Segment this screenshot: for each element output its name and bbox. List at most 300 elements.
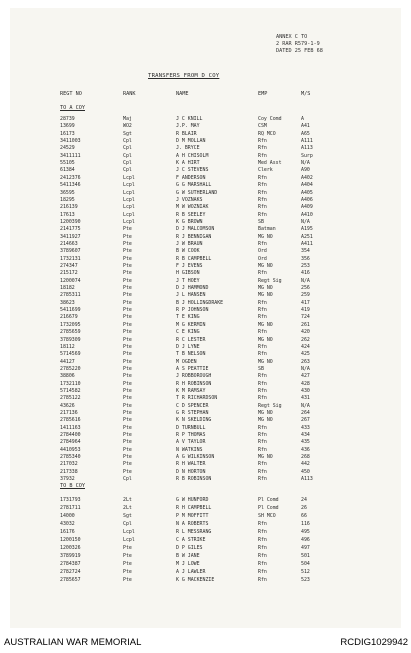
cell-name: R H CAMPBELL	[176, 504, 212, 511]
cell-emp: Rfn	[258, 576, 267, 583]
cell-ms: N/A	[301, 218, 310, 225]
cell-ms: 504	[301, 560, 310, 567]
table-row	[10, 366, 401, 373]
cell-ms: N/A	[301, 365, 310, 372]
table-row	[10, 545, 401, 552]
cell-ms: A113	[301, 145, 313, 152]
cell-ms: A402	[301, 174, 313, 181]
cell-emp: Rfn	[258, 544, 267, 551]
cell-rank: Pte	[123, 365, 132, 372]
cell-emp: Rfn	[258, 145, 267, 152]
cell-name: R B CAMPBELL	[176, 255, 212, 262]
document-title: TRANSFERS FROM D COY	[148, 73, 220, 79]
cell-regt-no: 14000	[60, 512, 75, 519]
cell-emp: Rfn	[258, 461, 267, 468]
cell-regt-no: 1200326	[60, 544, 81, 551]
cell-emp: Rfn	[258, 395, 267, 402]
cell-name: J C STEVENS	[176, 167, 209, 174]
table-row	[10, 175, 401, 182]
cell-regt-no: 2785659	[60, 329, 81, 336]
cell-emp: SB	[258, 365, 264, 372]
cell-rank: Sgt	[123, 512, 132, 519]
cell-rank: Lcpl	[123, 218, 135, 225]
cell-rank: Pte	[123, 248, 132, 255]
cell-emp: MG NO	[258, 233, 273, 240]
cell-name: D J MALCOMSON	[176, 226, 215, 233]
cell-rank: Pte	[123, 387, 132, 394]
cell-ms: 259	[301, 292, 310, 299]
cell-name: A G WILKINSON	[176, 454, 215, 461]
cell-rank: Cpl	[123, 138, 132, 145]
section-heading-a-coy: TO A COY	[60, 105, 85, 111]
cell-rank: Pte	[123, 226, 132, 233]
cell-ms: 435	[301, 439, 310, 446]
cell-regt-no: 1731793	[60, 496, 81, 503]
cell-rank: Pte	[123, 343, 132, 350]
cell-name: J L HANSEN	[176, 292, 206, 299]
cell-ms: N/A	[301, 402, 310, 409]
cell-emp: Rfn	[258, 432, 267, 439]
cell-ms: A411	[301, 240, 313, 247]
cell-regt-no: 2412376	[60, 174, 81, 181]
cell-emp: MG NO	[258, 292, 273, 299]
cell-ms: 428	[301, 380, 310, 387]
cell-regt-no: 36595	[60, 189, 75, 196]
cell-ms: A251	[301, 233, 313, 240]
cell-emp: Pl Comd	[258, 496, 279, 503]
cell-name: M OGDEN	[176, 358, 197, 365]
cell-emp: Rfn	[258, 568, 267, 575]
cell-ms: A111	[301, 138, 313, 145]
header-emp: EMP	[258, 91, 268, 97]
cell-regt-no: 38623	[60, 299, 75, 306]
cell-ms: 66	[301, 512, 307, 519]
table-row	[10, 138, 401, 145]
cell-ms: 495	[301, 528, 310, 535]
cell-rank: Pte	[123, 329, 132, 336]
cell-ms: 261	[301, 321, 310, 328]
table-row	[10, 553, 401, 560]
table-row	[10, 226, 401, 233]
cell-rank: Pte	[123, 240, 132, 247]
cell-emp: Rfn	[258, 387, 267, 394]
table-row	[10, 241, 401, 248]
cell-rank: Pte	[123, 461, 132, 468]
table-row	[10, 197, 401, 204]
cell-regt-no: 2781711	[60, 504, 81, 511]
table-row	[10, 263, 401, 270]
table-row	[10, 234, 401, 241]
table-row	[10, 469, 401, 476]
archive-name: AUSTRALIAN WAR MEMORIAL	[4, 637, 142, 648]
cell-regt-no: 18112	[60, 343, 75, 350]
table-row	[10, 561, 401, 568]
table-row	[10, 513, 401, 520]
table-row	[10, 145, 401, 152]
cell-regt-no: 216679	[60, 314, 78, 321]
cell-regt-no: 44127	[60, 358, 75, 365]
archive-id: RCDIG1029942	[340, 637, 408, 648]
cell-ms: 253	[301, 263, 310, 269]
document-page	[10, 8, 401, 628]
cell-rank: WO2	[123, 123, 132, 130]
cell-rank: Pte	[123, 432, 132, 439]
cell-ms: 262	[301, 336, 310, 343]
cell-regt-no: 16176	[60, 528, 75, 535]
table-row	[10, 447, 401, 454]
cell-regt-no: 1200150	[60, 536, 81, 543]
cell-regt-no: 43626	[60, 402, 75, 409]
cell-regt-no: 2785220	[60, 365, 81, 372]
cell-regt-no: 1200390	[60, 218, 81, 225]
cell-name: K A HIRT	[176, 160, 200, 167]
archive-footer	[0, 633, 411, 653]
cell-regt-no: 2785340	[60, 454, 81, 461]
cell-ms: 356	[301, 255, 310, 262]
table-row	[10, 322, 401, 329]
cell-name: D J LYNE	[176, 343, 200, 350]
cell-name: H GIBSON	[176, 270, 200, 277]
section-heading-b-coy: TO B COY	[60, 482, 85, 489]
cell-rank: Lcpl	[123, 189, 135, 196]
cell-rank: Pte	[123, 358, 132, 365]
cell-name: C E KING	[176, 329, 200, 336]
cell-rank: Pte	[123, 402, 132, 409]
cell-name: R B SEELEY	[176, 211, 206, 218]
cell-emp: MG NO	[258, 358, 273, 365]
cell-regt-no: 13699	[60, 123, 75, 130]
cell-rank: Lcpl	[123, 204, 135, 211]
cell-regt-no: 217136	[60, 410, 78, 416]
cell-regt-no: 43032	[60, 520, 75, 527]
cell-ms: A405	[301, 189, 313, 196]
cell-ms: 436	[301, 446, 310, 453]
cell-emp: Rfn	[258, 528, 267, 535]
cell-name: A S PEATTIE	[176, 365, 209, 372]
cell-name: G G MARSHALL	[176, 182, 212, 189]
cell-emp: Rfn	[258, 329, 267, 336]
cell-ms: 512	[301, 568, 310, 575]
cell-name: K M RAMSAY	[176, 387, 206, 394]
cell-rank: Cpl	[123, 520, 132, 527]
cell-rank: Pte	[123, 255, 132, 262]
table-row	[10, 388, 401, 395]
table-row	[10, 292, 401, 299]
cell-name: T R RICHARDSON	[176, 395, 218, 402]
cell-name: A J LAWLER	[176, 568, 206, 575]
cell-regt-no: 5714582	[60, 387, 81, 394]
cell-name: G W HUNFORD	[176, 496, 209, 503]
cell-ms: 420	[301, 329, 310, 336]
cell-ms: 263	[301, 358, 310, 365]
table-row	[10, 373, 401, 380]
cell-name: N A ROBERTS	[176, 520, 209, 527]
cell-rank: Pte	[123, 233, 132, 240]
cell-ms: A404	[301, 182, 313, 189]
cell-emp: Coy Comd	[258, 116, 282, 122]
cell-name: R H WALTER	[176, 461, 206, 468]
annex-reference	[276, 34, 323, 56]
cell-emp: Rfn	[258, 314, 267, 321]
cell-name: T E KING	[176, 314, 200, 321]
cell-ms: 267	[301, 417, 310, 424]
cell-rank: Pte	[123, 576, 132, 583]
cell-ms: 496	[301, 536, 310, 543]
cell-regt-no: 274347	[60, 263, 78, 269]
table-row	[10, 569, 401, 576]
table-row	[10, 182, 401, 189]
cell-regt-no: 2785122	[60, 395, 81, 402]
cell-regt-no: 4410953	[60, 446, 81, 453]
cell-regt-no: 2785657	[60, 576, 81, 583]
cell-emp: Rfn	[258, 174, 267, 181]
cell-name: A H CHISOLM	[176, 152, 209, 159]
table-row	[10, 123, 401, 130]
cell-rank: Pte	[123, 263, 132, 269]
cell-rank: Cpl	[123, 160, 132, 167]
cell-name: J C KNILL	[176, 116, 203, 122]
cell-ms: 424	[301, 343, 310, 350]
cell-regt-no: 28739	[60, 116, 75, 122]
cell-name: B J HOLLINGDRAKE	[176, 299, 224, 306]
cell-rank: Cpl	[123, 476, 132, 483]
cell-name: G W SUTHERLAND	[176, 189, 218, 196]
cell-regt-no: 3411927	[60, 233, 81, 240]
cell-emp: Rfn	[258, 307, 267, 314]
cell-emp: Rfn	[258, 240, 267, 247]
cell-ms: 497	[301, 544, 310, 551]
cell-emp: Rfn	[258, 351, 267, 358]
cell-rank: Pte	[123, 552, 132, 559]
cell-name: M W WOZNIAK	[176, 204, 209, 211]
cell-rank: Cpl	[123, 152, 132, 159]
cell-emp: Clerk	[258, 167, 273, 174]
cell-ms: N/A	[301, 277, 310, 284]
cell-ms: 264	[301, 410, 310, 416]
cell-regt-no: 2782724	[60, 568, 81, 575]
table-row	[10, 439, 401, 446]
table-row	[10, 337, 401, 344]
table-row	[10, 381, 401, 388]
cell-ms: 24	[301, 496, 307, 503]
cell-ms: 450	[301, 468, 310, 475]
cell-name: M J LOWE	[176, 560, 200, 567]
cell-rank: Pte	[123, 424, 132, 431]
table-row	[10, 461, 401, 468]
cell-name: R J BENNIGAN	[176, 233, 212, 240]
cell-ms: 523	[301, 576, 310, 583]
cell-ms: 433	[301, 424, 310, 431]
table-row	[10, 529, 401, 536]
cell-emp: Rfn	[258, 560, 267, 567]
cell-name: C D SPENCER	[176, 402, 209, 409]
cell-ms: 724	[301, 314, 310, 321]
cell-name: R BLAIR	[176, 130, 197, 137]
table-row	[10, 116, 401, 123]
cell-emp: Regt Sig	[258, 402, 282, 409]
cell-regt-no: 61384	[60, 167, 75, 174]
cell-name: R H ROBINSON	[176, 380, 212, 387]
cell-emp: Rfn	[258, 424, 267, 431]
cell-rank: Cpl	[123, 145, 132, 152]
cell-emp: MG NO	[258, 336, 273, 343]
cell-regt-no: 217032	[60, 461, 78, 468]
table-row	[10, 300, 401, 307]
cell-regt-no: 2784400	[60, 432, 81, 439]
cell-emp: MG NO	[258, 454, 273, 461]
cell-ms: A409	[301, 204, 313, 211]
table-row	[10, 248, 401, 255]
cell-emp: Rfn	[258, 211, 267, 218]
cell-emp: Med Asst	[258, 160, 282, 167]
cell-rank: Pte	[123, 568, 132, 575]
cell-name: D J HAMMOND	[176, 285, 209, 292]
table-row	[10, 285, 401, 292]
cell-rank: 2Lt	[123, 504, 132, 511]
cell-emp: RQ MCO	[258, 130, 276, 137]
cell-ms: A195	[301, 226, 313, 233]
cell-rank: Pte	[123, 277, 132, 284]
cell-rank: Pte	[123, 439, 132, 446]
cell-emp: Batman	[258, 226, 276, 233]
cell-regt-no: 3411111	[60, 152, 81, 159]
cell-emp: Regt Sig	[258, 277, 282, 284]
header-rank: RANK	[123, 91, 136, 97]
cell-regt-no: 5411699	[60, 307, 81, 314]
cell-rank: Pte	[123, 314, 132, 321]
cell-rank: Lcpl	[123, 528, 135, 535]
cell-rank: Pte	[123, 351, 132, 358]
cell-regt-no: 217338	[60, 468, 78, 475]
cell-rank: Lcpl	[123, 211, 135, 218]
cell-ms: 417	[301, 299, 310, 306]
cell-emp: Rfn	[258, 152, 267, 159]
cell-ms: 256	[301, 285, 310, 292]
cell-regt-no: 3789309	[60, 336, 81, 343]
cell-emp: MG NO	[258, 417, 273, 424]
cell-emp: MG NO	[258, 321, 273, 328]
cell-ms: A113	[301, 476, 313, 483]
cell-rank: 2Lt	[123, 496, 132, 503]
cell-emp: MG NO	[258, 410, 273, 416]
cell-emp: Rfn	[258, 536, 267, 543]
cell-name: J.P. MAY	[176, 123, 200, 130]
cell-regt-no: 1732131	[60, 255, 81, 262]
cell-emp: Rfn	[258, 299, 267, 306]
cell-emp: CSM	[258, 123, 267, 130]
cell-name: R B ROBINSON	[176, 476, 212, 483]
cell-name: N WATKINS	[176, 446, 203, 453]
cell-ms: A41	[301, 123, 310, 130]
cell-ms: 419	[301, 307, 310, 314]
table-row	[10, 307, 401, 314]
table-row	[10, 160, 401, 167]
cell-regt-no: 5714569	[60, 351, 81, 358]
table-row	[10, 505, 401, 512]
cell-rank: Pte	[123, 560, 132, 567]
cell-ms: A65	[301, 130, 310, 137]
cell-regt-no: 16173	[60, 130, 75, 137]
cell-ms: A410	[301, 211, 313, 218]
table-row	[10, 256, 401, 263]
cell-regt-no: 18295	[60, 196, 75, 203]
cell-ms: 430	[301, 387, 310, 394]
cell-name: D M MOLLAN	[176, 138, 206, 145]
cell-rank: Maj	[123, 116, 132, 122]
cell-name: R P JOHNSON	[176, 307, 209, 314]
cell-regt-no: 3789607	[60, 248, 81, 255]
cell-ms: 26	[301, 504, 307, 511]
cell-emp: Rfn	[258, 270, 267, 277]
table-row	[10, 351, 401, 358]
cell-regt-no: 214663	[60, 240, 78, 247]
table-row	[10, 454, 401, 461]
cell-name: J ROBBOROUGH	[176, 373, 212, 380]
table-row	[10, 521, 401, 528]
cell-rank: Pte	[123, 468, 132, 475]
cell-name: D N HORTON	[176, 468, 206, 475]
cell-name: A V TAYLOR	[176, 439, 206, 446]
cell-regt-no: 216139	[60, 204, 78, 211]
cell-regt-no: 2785616	[60, 417, 81, 424]
table-row	[10, 278, 401, 285]
cell-name: B W COOK	[176, 248, 200, 255]
table-row	[10, 270, 401, 277]
cell-name: G R STEPHAN	[176, 410, 209, 416]
cell-ms: N/A	[301, 160, 310, 167]
cell-emp: SB	[258, 218, 264, 225]
table-row	[10, 497, 401, 504]
cell-emp: Rfn	[258, 380, 267, 387]
cell-rank: Pte	[123, 299, 132, 306]
cell-rank: Pte	[123, 292, 132, 299]
cell-name: R L MESSRANG	[176, 528, 212, 535]
cell-emp: Ord	[258, 255, 267, 262]
cell-emp: Rfn	[258, 373, 267, 380]
table-row	[10, 577, 401, 584]
cell-name: T B NELSON	[176, 351, 206, 358]
cell-name: D TURNBULL	[176, 424, 206, 431]
cell-emp: Rfn	[258, 204, 267, 211]
cell-ms: 501	[301, 552, 310, 559]
cell-regt-no: 18182	[60, 285, 75, 292]
cell-regt-no: 38806	[60, 373, 75, 380]
cell-name: J W BRAUN	[176, 240, 203, 247]
cell-ms: 425	[301, 351, 310, 358]
cell-emp: Rfn	[258, 439, 267, 446]
cell-ms: 354	[301, 248, 310, 255]
cell-regt-no: 2785311	[60, 292, 81, 299]
header-ms: M/S	[301, 91, 311, 97]
cell-rank: Lcpl	[123, 196, 135, 203]
cell-ms: A	[301, 116, 304, 122]
cell-rank: Pte	[123, 336, 132, 343]
cell-name: F ANDERSON	[176, 174, 206, 181]
cell-ms: Surp	[301, 152, 313, 159]
table-row	[10, 344, 401, 351]
cell-emp: Rfn	[258, 552, 267, 559]
cell-rank: Pte	[123, 410, 132, 416]
cell-rank: Sgt	[123, 130, 132, 137]
cell-emp: Rfn	[258, 520, 267, 527]
cell-emp: MG NO	[258, 263, 273, 269]
cell-ms: 416	[301, 270, 310, 277]
cell-rank: Pte	[123, 270, 132, 277]
table-row	[10, 219, 401, 226]
cell-name: P M MOFFITT	[176, 512, 209, 519]
cell-rank: Pte	[123, 544, 132, 551]
table-row	[10, 410, 401, 417]
